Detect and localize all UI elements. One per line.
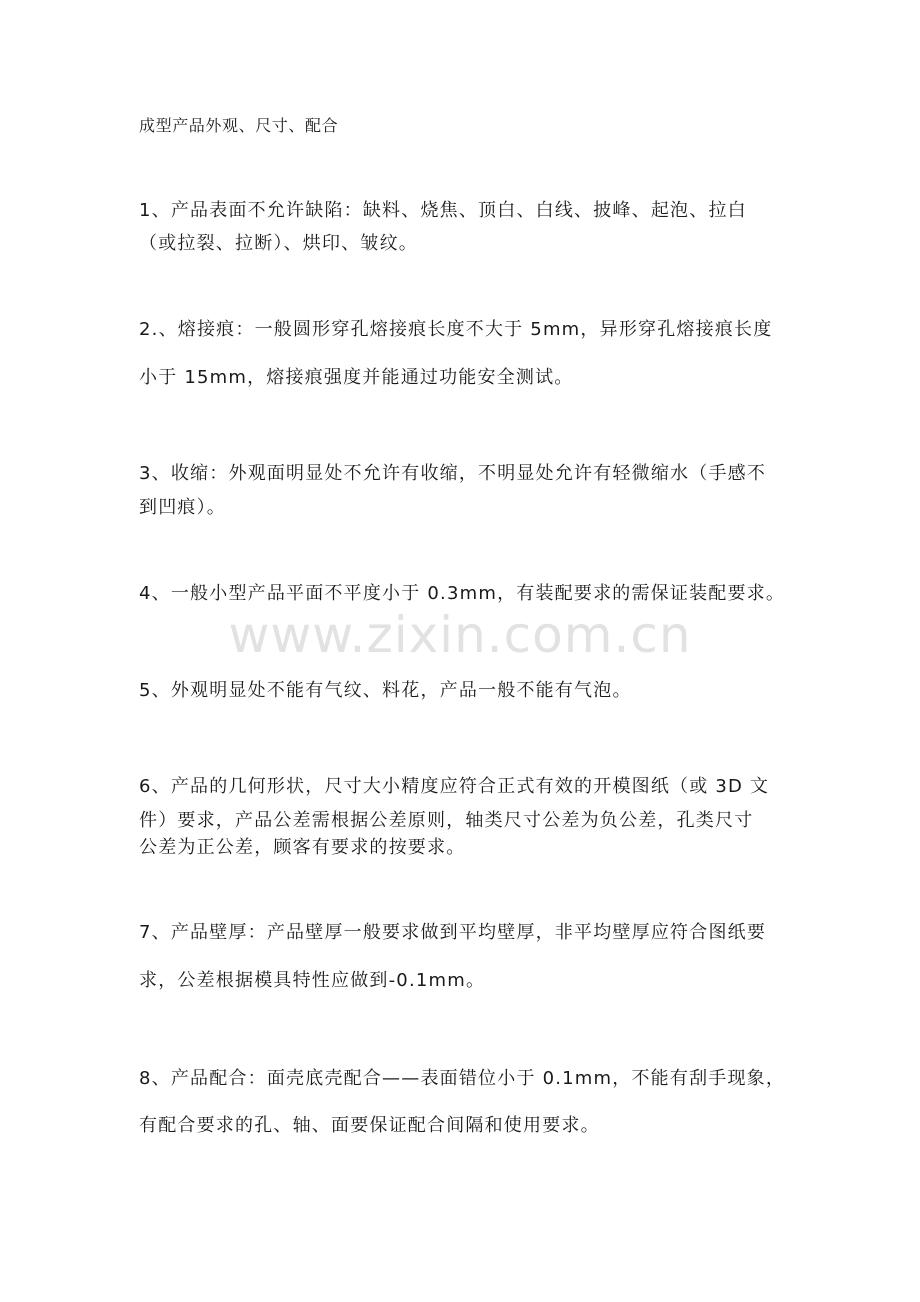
item-2-line-2: 小于 15mm，熔接痕强度并能通过功能安全测试。 <box>139 367 574 388</box>
item-3-line-2: 到凹痕）。 <box>139 497 226 518</box>
item-4-line-1: 4、一般小型产品平面不平度小于 0.3mm，有装配要求的需保证装配要求。 <box>139 583 786 604</box>
item-1-line-2: （或拉裂、拉断）、烘印、皱纹。 <box>139 233 418 254</box>
item-5-line-1: 5、外观明显处不能有气纹、料花，产品一般不能有气泡。 <box>139 680 632 701</box>
watermark: www.zixin.com.cn <box>228 606 692 664</box>
document-heading: 成型产品外观、尺寸、配合 <box>139 116 339 135</box>
item-6-line-3: 公差为正公差，顾客有要求的按要求。 <box>139 837 466 858</box>
item-3-line-1: 3、收缩：外观面明显处不允许有收缩，不明显处允许有轻微缩水（手感不 <box>139 463 767 484</box>
item-8-line-2: 有配合要求的孔、轴、面要保证配合间隔和使用要求。 <box>139 1115 600 1136</box>
item-1-line-1: 1、产品表面不允许缺陷：缺料、烧焦、顶白、白线、披峰、起泡、拉白 <box>139 200 747 221</box>
item-2-line-1: 2.、熔接痕：一般圆形穿孔熔接痕长度不大于 5mm，异形穿孔熔接痕长度 <box>139 319 773 340</box>
item-7-line-2: 求，公差根据模具特性应做到-0.1mm。 <box>139 970 486 991</box>
item-8-line-1: 8、产品配合：面壳底壳配合——表面错位小于 0.1mm，不能有刮手现象， <box>139 1068 786 1089</box>
item-6-line-1: 6、产品的几何形状，尺寸大小精度应符合正式有效的开模图纸（或 3D 文 <box>139 776 770 797</box>
item-6-line-2: 件）要求，产品公差需根据公差原则，轴类尺寸公差为负公差，孔类尺寸 <box>139 810 754 831</box>
item-7-line-1: 7、产品壁厚：产品壁厚一般要求做到平均壁厚，非平均壁厚应符合图纸要 <box>139 922 767 943</box>
